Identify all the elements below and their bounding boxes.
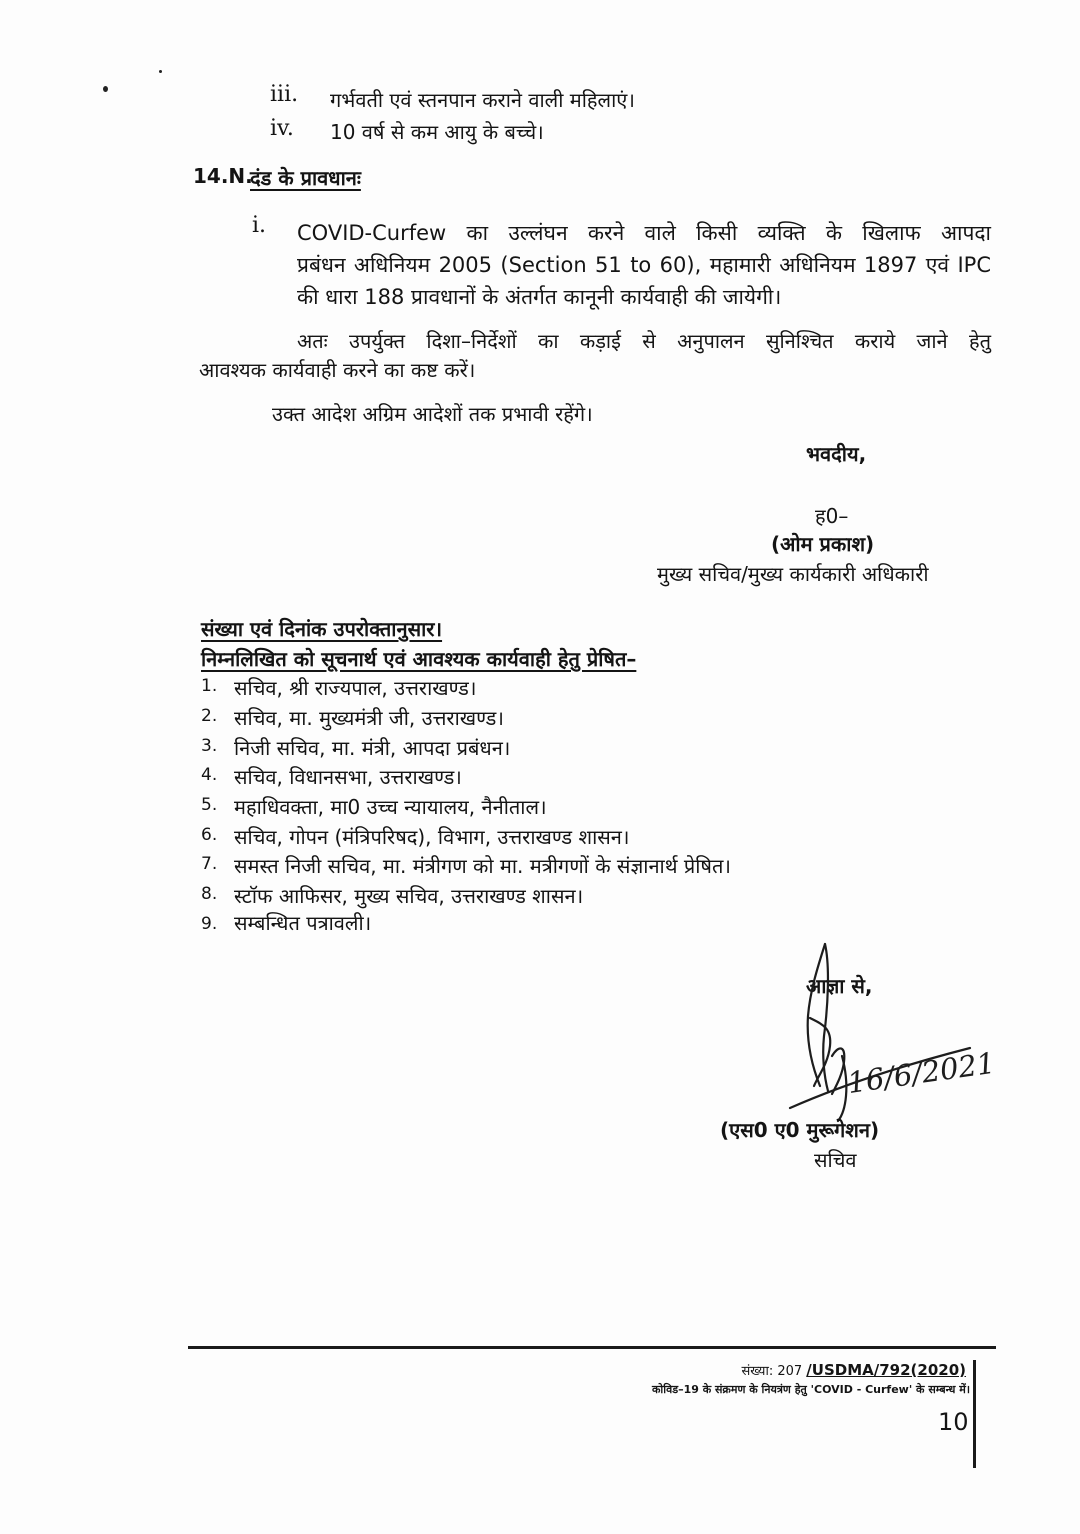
copy-heading: निम्नलिखित को सूचनार्थ एवं आवश्यक कार्यवाही हेतु प्रेषित– bbox=[201, 647, 637, 671]
secretary-designation: सचिव bbox=[814, 1148, 857, 1172]
list-num: 5. bbox=[201, 795, 218, 815]
scan-speck bbox=[159, 70, 162, 73]
list-text: सचिव, मा. मुख्यमंत्री जी, उत्तराखण्ड। bbox=[234, 706, 504, 730]
list-text: सचिव, गोपन (मंत्रिपरिषद), विभाग, उत्तराखण्ड शासन। bbox=[234, 825, 630, 849]
list-num: 1. bbox=[201, 676, 218, 696]
list-num: iv. bbox=[270, 116, 294, 141]
signatory-designation: मुख्य सचिव/मुख्य कार्यकारी अधिकारी bbox=[657, 562, 929, 586]
footer-reference bbox=[742, 1361, 966, 1379]
reference-code: /USDMA/792(2020) bbox=[806, 1361, 966, 1379]
list-num: 6. bbox=[201, 825, 218, 845]
by-order-label: आज्ञा से, bbox=[806, 974, 873, 998]
handwritten-signature bbox=[780, 936, 990, 1126]
reference-prefix: संख्या: 207 bbox=[741, 1364, 803, 1379]
footer-margin-line bbox=[973, 1360, 976, 1468]
footer-divider bbox=[188, 1346, 996, 1349]
list-text: महाधिवक्ता, मा0 उच्च न्यायालय, नैनीताल। bbox=[234, 795, 547, 819]
list-num: 7. bbox=[201, 854, 218, 874]
body-line: अतः उपर्युक्त दिशा–निर्देशों का कड़ाई से अनुपालन सुनिश्चित कराये जाने हेतु bbox=[297, 329, 991, 353]
section-number: 14.N. bbox=[193, 164, 253, 188]
list-num: 4. bbox=[201, 765, 218, 785]
list-text: समस्त निजी सचिव, मा. मंत्रीगण को मा. मत्रीगणों के संज्ञानार्थ प्रेषित। bbox=[234, 854, 731, 878]
copy-heading: संख्या एवं दिनांक उपरोक्तानुसार। bbox=[201, 617, 443, 641]
list-text: सचिव, विधानसभा, उत्तराखण्ड। bbox=[234, 765, 462, 789]
clause-num: i. bbox=[252, 213, 267, 238]
list-text: स्टॉफ आफिसर, मुख्य सचिव, उत्तराखण्ड शासन। bbox=[234, 884, 584, 908]
section-title: दंड के प्रावधानः bbox=[250, 166, 361, 190]
footer-subject: कोविड–19 के संक्रमण के नियत्रंण हेतु 'COVID - Curfew' के सम्बन्ध में। bbox=[651, 1383, 970, 1396]
signatory-name: (ओम प्रकाश) bbox=[771, 532, 875, 556]
handwritten-date: 16/6/2021 bbox=[845, 1045, 998, 1100]
list-num: 3. bbox=[201, 736, 218, 756]
page-number: 10 bbox=[938, 1408, 969, 1436]
body-line: आवश्यक कार्यवाही करने का कष्ट करें। bbox=[199, 358, 476, 382]
scan-speck bbox=[103, 86, 108, 92]
clause-line: प्रबंधन अधिनियम 2005 (Section 51 to 60), महामारी अधिनियम 1897 एवं IPC bbox=[297, 253, 991, 277]
list-text: सम्बन्धित पत्रावली। bbox=[234, 911, 372, 935]
list-num: 9. bbox=[201, 914, 218, 934]
signed-marker: ह0– bbox=[815, 504, 849, 528]
list-item: 10 वर्ष से कम आयु के बच्चे। bbox=[330, 120, 544, 144]
clause-line: COVID-Curfew का उल्लंघन करने वाले किसी व्यक्ति के खिलाफ आपदा bbox=[297, 221, 991, 245]
list-item: गर्भवती एवं स्तनपान कराने वाली महिलाएं। bbox=[330, 88, 635, 112]
body-line: उक्त आदेश अग्रिम आदेशों तक प्रभावी रहेंगे। bbox=[272, 402, 593, 426]
list-num: iii. bbox=[270, 82, 299, 107]
list-text: निजी सचिव, मा. मंत्री, आपदा प्रबंधन। bbox=[234, 736, 511, 760]
salutation: भवदीय, bbox=[806, 442, 867, 466]
list-text: सचिव, श्री राज्यपाल, उत्तराखण्ड। bbox=[234, 676, 477, 700]
list-num: 2. bbox=[201, 706, 218, 726]
secretary-name: (एस0 ए0 मुरूगेशन) bbox=[720, 1118, 880, 1142]
clause-line: की धारा 188 प्रावधानों के अंतर्गत कानूनी कार्यवाही की जायेगी। bbox=[297, 285, 782, 309]
list-num: 8. bbox=[201, 884, 218, 904]
